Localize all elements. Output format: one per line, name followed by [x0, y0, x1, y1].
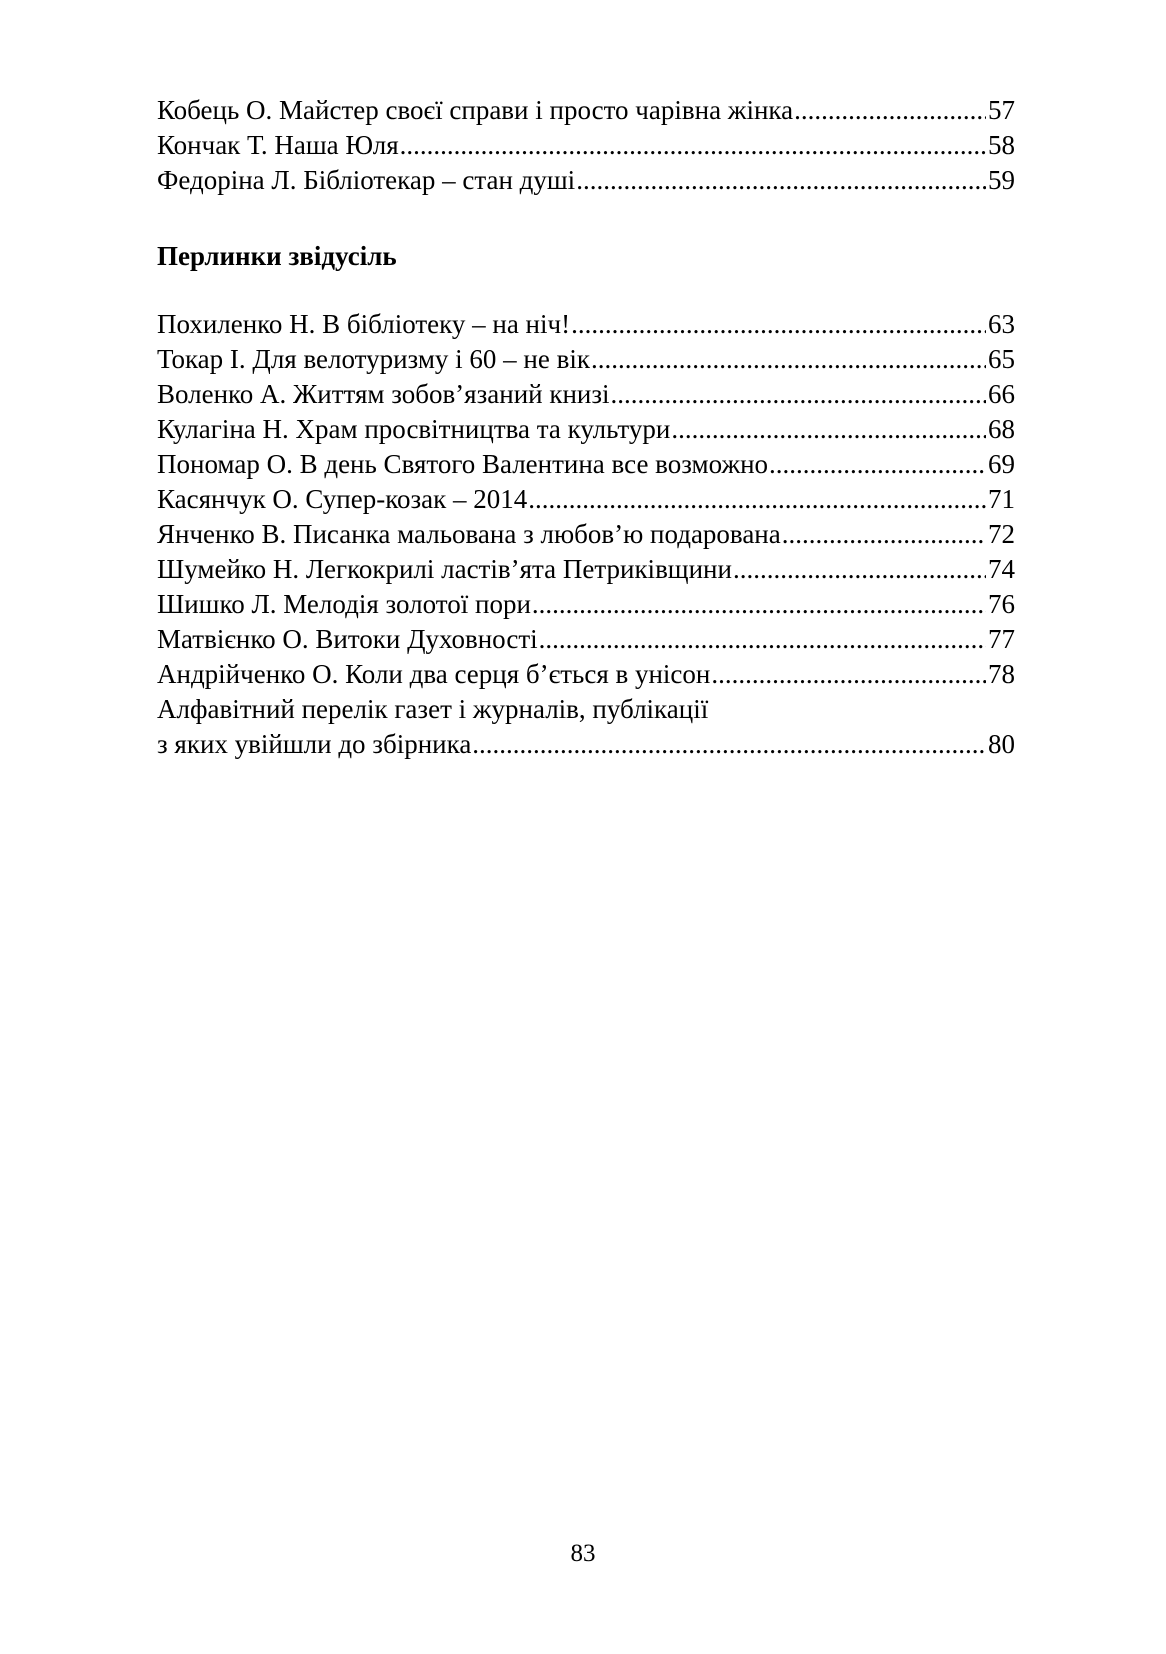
toc-entry-page: 76: [988, 589, 1015, 619]
toc-entry[interactable]: [157, 447, 1015, 482]
toc-entry[interactable]: [157, 342, 1015, 377]
toc-dot-leader: [611, 377, 986, 412]
toc-entry-page: 72: [988, 519, 1015, 549]
toc-entry-page: 68: [988, 414, 1015, 444]
toc-entry-title: Кончак Т. Наша Юля: [157, 130, 399, 160]
toc-entry-title: Пономар О. В день Святого Валентина все возможно: [157, 449, 769, 479]
toc-final-entry-line1[interactable]: Алфавітний перелік газет і журналів, публікації: [157, 694, 709, 724]
toc-dot-leader: [782, 517, 986, 552]
section-heading: Перлинки звідусіль: [157, 241, 397, 271]
toc-dot-leader: [400, 128, 986, 163]
toc-entry-title: Касянчук О. Супер-козак – 2014: [157, 484, 528, 514]
toc-final-entry-line2: з яких увійшли до збірника: [157, 729, 472, 759]
toc-final-entry[interactable]: [157, 727, 1015, 762]
toc-entry-page: 63: [988, 309, 1015, 339]
page-number: 83: [570, 1540, 596, 1567]
toc-entry[interactable]: [157, 552, 1015, 587]
toc-dot-leader: [571, 307, 986, 342]
toc-section-list: [157, 307, 1015, 762]
toc-entry[interactable]: [157, 307, 1015, 342]
toc-entry[interactable]: [157, 587, 1015, 622]
toc-entry-title: Федоріна Л. Бібліотекар – стан душі: [157, 165, 576, 195]
toc-dot-leader: [671, 412, 986, 447]
toc-entry[interactable]: [157, 377, 1015, 412]
toc-entry[interactable]: [157, 163, 1015, 198]
toc-entry-page: 77: [988, 624, 1015, 654]
toc-entry[interactable]: [157, 517, 1015, 552]
toc-dot-leader: [472, 727, 986, 762]
toc-entry-title: Токар І. Для велотуризму і 60 – не вік: [157, 344, 590, 374]
toc-entry-page: 59: [988, 165, 1015, 195]
toc-entry-page: 78: [988, 659, 1015, 689]
toc-top-list: [157, 93, 1015, 198]
toc-entry[interactable]: [157, 657, 1015, 692]
toc-entry-title: Матвієнко О. Витоки Духовності: [157, 624, 538, 654]
toc-entry-page: 57: [988, 95, 1015, 125]
toc-dot-leader: [769, 447, 986, 482]
toc-entry-title: Кулагіна Н. Храм просвітництва та культури: [157, 414, 671, 444]
toc-entry-title: Похиленко Н. В бібліотеку – на ніч!: [157, 309, 571, 339]
toc-entry[interactable]: [157, 93, 1015, 128]
toc-dot-leader: [733, 552, 986, 587]
toc-entry-title: Шишко Л. Мелодія золотої пори: [157, 589, 531, 619]
toc-dot-leader: [576, 163, 986, 198]
toc-dot-leader: [591, 342, 986, 377]
toc-dot-leader: [794, 93, 986, 128]
toc-entry-title: Янченко В. Писанка мальована з любов’ю подарована: [157, 519, 781, 549]
toc-entry-page: 80: [988, 729, 1015, 759]
toc-entry[interactable]: [157, 622, 1015, 657]
toc-entry-page: 58: [988, 130, 1015, 160]
toc-entry-page: 69: [988, 449, 1015, 479]
toc-entry-page: 65: [988, 344, 1015, 374]
toc-entry-page: 66: [988, 379, 1015, 409]
toc-entry[interactable]: [157, 412, 1015, 447]
toc-entry-title: Андрійченко О. Коли два серця б’ється в унісон: [157, 659, 711, 689]
toc-entry-page: 74: [988, 554, 1015, 584]
toc-dot-leader: [711, 657, 986, 692]
toc-entry[interactable]: [157, 128, 1015, 163]
toc-dot-leader: [528, 482, 986, 517]
toc-entry-page: 71: [988, 484, 1015, 514]
toc-dot-leader: [539, 622, 986, 657]
toc-entry-title: Воленко А. Життям зобов’язаний книзі: [157, 379, 610, 409]
toc-entry[interactable]: [157, 482, 1015, 517]
toc-dot-leader: [532, 587, 986, 622]
toc-entry-title: Шумейко Н. Легкокрилі ластів’ята Петриківщини: [157, 554, 732, 584]
toc-entry-title: Кобець О. Майстер своєї справи і просто чарівна жінка: [157, 95, 794, 125]
